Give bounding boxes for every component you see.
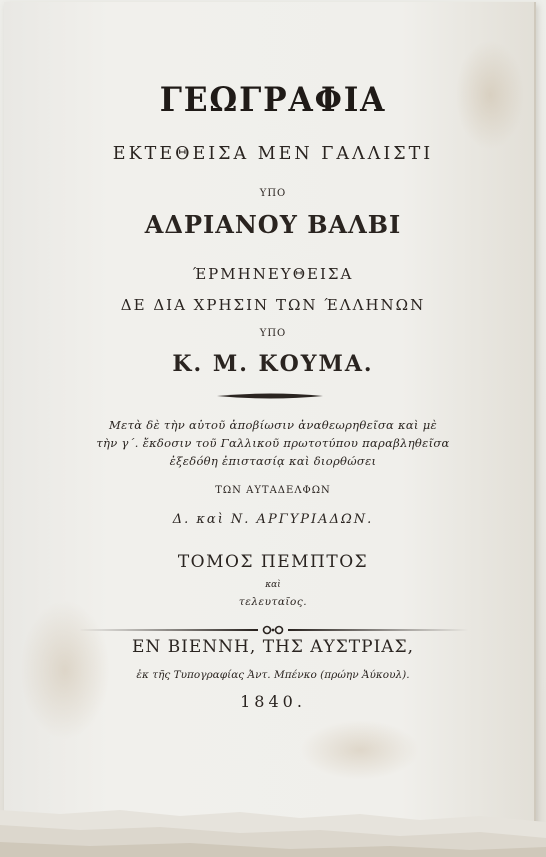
note-line: τὴν γ΄. ἔκδοσιν τοῦ Γαλλικοῦ πρωτοτύπου παραβληθεῖσα — [96, 436, 450, 450]
usage-line: ΔΕ ΔΙΑ ΧΡΗΣΙΝ ΤΩΝ ΈΛΛΗΝΩΝ — [120, 296, 426, 314]
printer-line: ἐκ τῆς Τυπογραφίας Ἀντ. Μπένκο (πρώην Ἀύκουλ). — [136, 669, 410, 681]
brothers-label: ΤΩΝ ΑΥΤΑΔΕΛΦΩΝ — [215, 485, 331, 496]
note-line: ἐξεδόθη ἐπιστασίᾳ καὶ διορθώσει — [169, 454, 377, 468]
publication-city: ΕΝ ΒΙΕΝΝΗ, ΤΗΣ ΑΥΣΤΡΙΑΣ, — [132, 637, 414, 657]
ornamental-rule — [215, 391, 325, 401]
by-label: ΥΠΟ — [259, 328, 287, 339]
publication-year: 1840. — [240, 692, 306, 711]
translated-line: ΈΡΜΗΝΕΥΘΕΙΣΑ — [192, 265, 354, 283]
brothers-names: Δ. καὶ Ν. ΑΡΓΥΡΙΑΔΩΝ. — [172, 512, 374, 527]
by-label: ΥΠΟ — [259, 188, 287, 199]
final-word: τελευταῖος. — [238, 596, 308, 608]
translator-name: Κ. Μ. ΚΟΥΜΑ. — [172, 351, 374, 377]
ornamental-divider — [78, 624, 468, 636]
book-title: ΓΕΩΓΡΑΦΙΑ — [159, 80, 387, 120]
volume-label: ΤΟΜΟΣ ΠΕΜΠΤΟΣ — [177, 552, 369, 572]
and-word: καὶ — [265, 580, 281, 590]
note-line: Μετὰ δὲ τὴν αὐτοῦ ἀποβίωσιν ἀναθεωρηθεῖσα καὶ μὲ — [109, 418, 437, 432]
worn-page-edge — [0, 770, 546, 857]
author-name: ΑΔΡΙΑΝΟΥ ΒΑΛΒΙ — [144, 210, 402, 239]
subtitle: ΕΚΤΕΘΕΙΣΑ ΜΕΝ ΓΑΛΛΙΣΤΙ — [112, 144, 434, 164]
